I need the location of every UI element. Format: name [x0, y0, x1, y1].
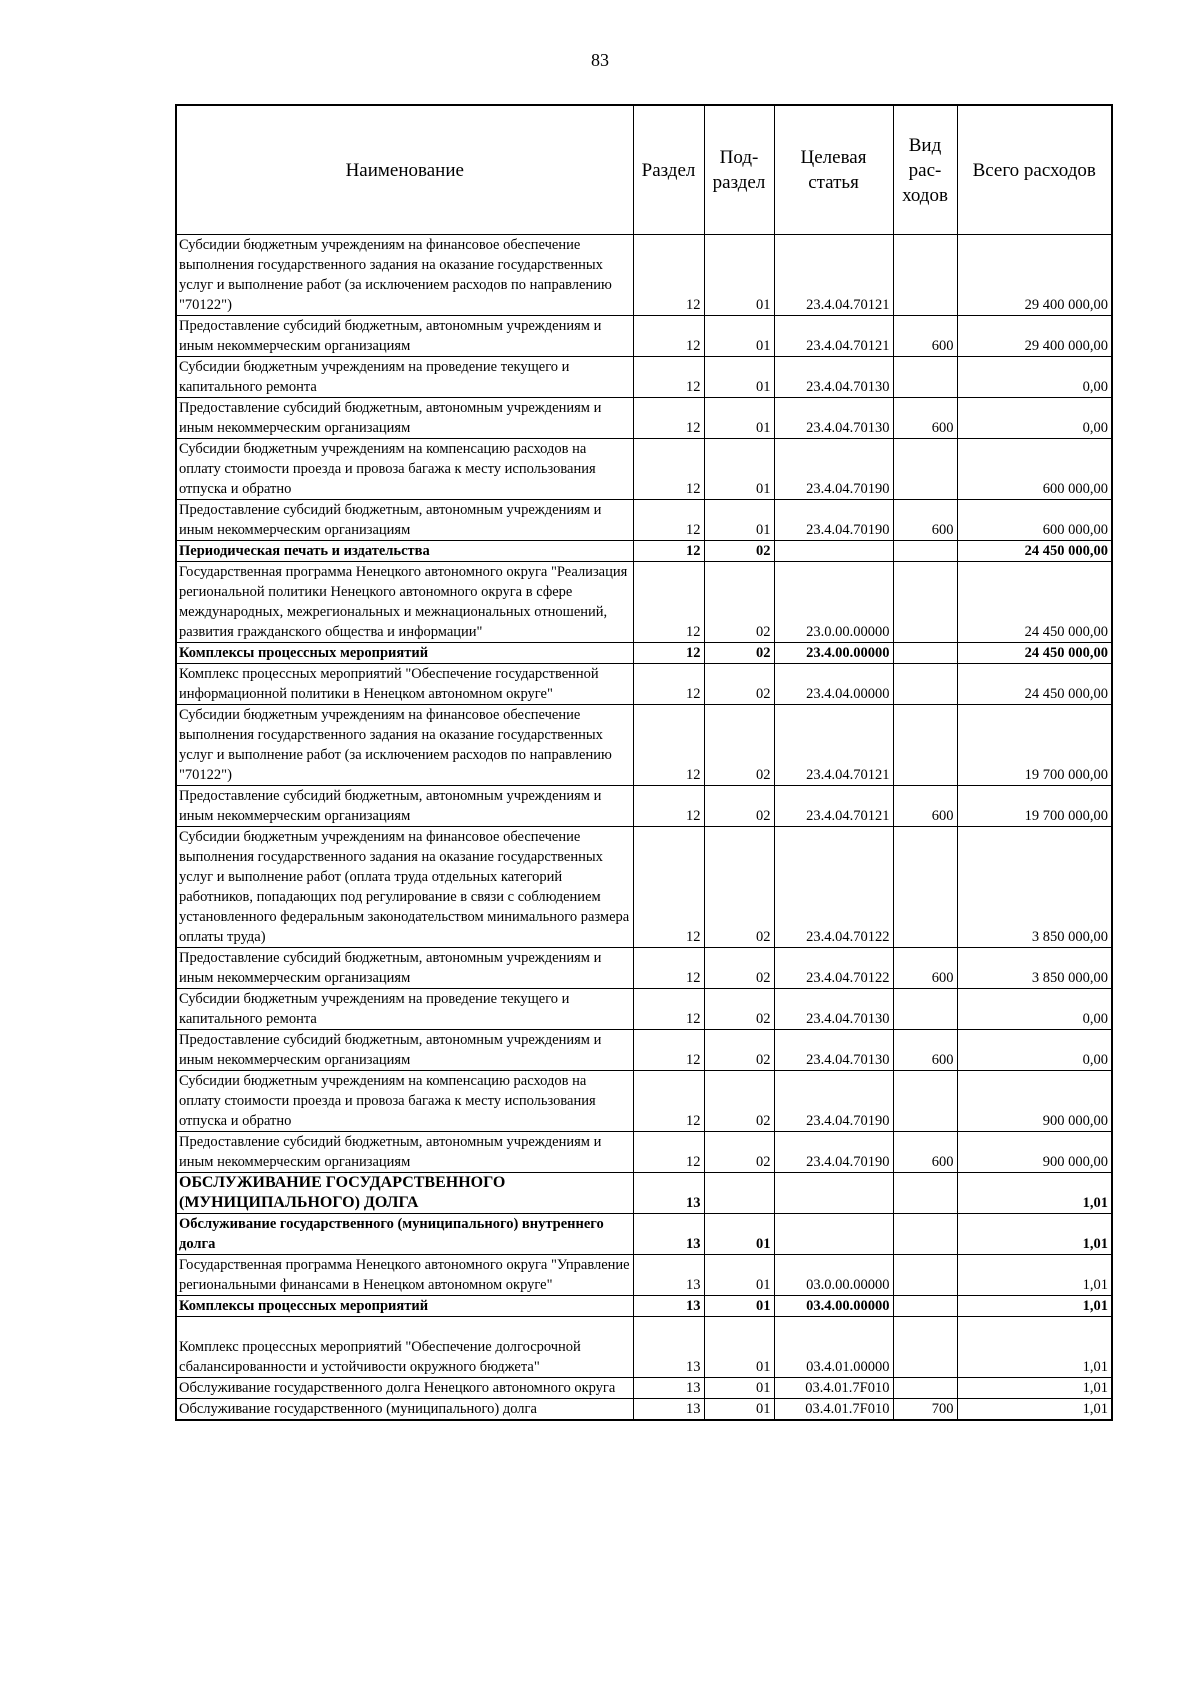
table-row	[176, 1214, 1112, 1255]
table-row	[176, 664, 1112, 705]
row-razdel-cell: 13	[633, 1296, 704, 1317]
row-total-cell: 1,01	[957, 1317, 1112, 1378]
row-target-cell: 23.4.04.70122	[774, 827, 893, 948]
row-razdel-cell: 12	[633, 643, 704, 664]
row-expense-type-cell	[893, 1378, 957, 1399]
row-target-cell	[774, 1173, 893, 1214]
row-podrazdel-cell: 02	[704, 1132, 774, 1173]
row-podrazdel-cell: 02	[704, 562, 774, 643]
row-total-cell: 600 000,00	[957, 500, 1112, 541]
row-razdel-cell: 12	[633, 786, 704, 827]
table-row	[176, 1399, 1112, 1421]
row-podrazdel-cell: 01	[704, 316, 774, 357]
row-name-cell: Предоставление субсидий бюджетным, автономным учреждениям и иным некоммерческим организациям	[176, 316, 633, 357]
row-podrazdel-cell: 02	[704, 664, 774, 705]
row-expense-type-cell	[893, 827, 957, 948]
row-podrazdel-cell: 02	[704, 786, 774, 827]
row-name-cell: Обслуживание государственного долга Ненецкого автономного округа	[176, 1378, 633, 1399]
row-total-cell: 24 450 000,00	[957, 541, 1112, 562]
row-expense-type-cell: 700	[893, 1399, 957, 1421]
row-podrazdel-cell: 01	[704, 1296, 774, 1317]
row-razdel-cell: 12	[633, 357, 704, 398]
page-number: 83	[591, 50, 609, 70]
row-razdel-cell: 13	[633, 1378, 704, 1399]
row-name-cell: Государственная программа Ненецкого автономного округа "Управление региональными финансами в Ненецком автономном округе"	[176, 1255, 633, 1296]
row-expense-type-cell: 600	[893, 398, 957, 439]
row-podrazdel-cell: 01	[704, 398, 774, 439]
row-target-cell: 03.4.01.7F010	[774, 1378, 893, 1399]
row-podrazdel-cell: 02	[704, 1071, 774, 1132]
row-expense-type-cell	[893, 1214, 957, 1255]
row-target-cell: 03.4.01.7F010	[774, 1399, 893, 1421]
row-total-cell: 1,01	[957, 1399, 1112, 1421]
row-name-cell: Субсидии бюджетным учреждениям на проведение текущего и капитального ремонта	[176, 989, 633, 1030]
header-expense-type: Вид рас- ходов	[893, 105, 957, 235]
row-target-cell: 23.0.00.00000	[774, 562, 893, 643]
row-expense-type-cell: 600	[893, 500, 957, 541]
row-target-cell: 23.4.04.70130	[774, 989, 893, 1030]
row-podrazdel-cell: 01	[704, 235, 774, 316]
row-name-cell: Предоставление субсидий бюджетным, автономным учреждениям и иным некоммерческим организациям	[176, 1132, 633, 1173]
row-name-cell: Субсидии бюджетным учреждениям на финансовое обеспечение выполнения государственного задания на оказание государственных услуг и выполнение работ (за исключением расходов по направлению "70122")	[176, 705, 633, 786]
table-row	[176, 1071, 1112, 1132]
header-target-article: Целевая статья	[774, 105, 893, 235]
row-expense-type-cell	[893, 1317, 957, 1378]
row-name-cell: Обслуживание государственного (муниципального) долга	[176, 1399, 633, 1421]
row-target-cell: 23.4.04.70121	[774, 705, 893, 786]
table-row	[176, 1030, 1112, 1071]
row-expense-type-cell: 600	[893, 1030, 957, 1071]
row-razdel-cell: 12	[633, 316, 704, 357]
table-row	[176, 562, 1112, 643]
row-podrazdel-cell: 01	[704, 439, 774, 500]
row-total-cell: 24 450 000,00	[957, 643, 1112, 664]
row-total-cell: 900 000,00	[957, 1071, 1112, 1132]
row-target-cell: 23.4.00.00000	[774, 643, 893, 664]
row-razdel-cell: 12	[633, 948, 704, 989]
row-name-cell: Субсидии бюджетным учреждениям на проведение текущего и капитального ремонта	[176, 357, 633, 398]
row-name-cell: Комплекс процессных мероприятий "Обеспечение государственной информационной политики в Ненецком автономном округе"	[176, 664, 633, 705]
row-expense-type-cell	[893, 664, 957, 705]
row-target-cell: 03.0.00.00000	[774, 1255, 893, 1296]
table-row	[176, 1296, 1112, 1317]
row-name-cell: Предоставление субсидий бюджетным, автономным учреждениям и иным некоммерческим организациям	[176, 786, 633, 827]
table-row	[176, 1173, 1112, 1214]
row-target-cell: 23.4.04.70130	[774, 357, 893, 398]
row-podrazdel-cell: 01	[704, 1317, 774, 1378]
row-target-cell	[774, 1214, 893, 1255]
expenditure-table	[175, 104, 1113, 1421]
row-target-cell: 03.4.00.00000	[774, 1296, 893, 1317]
row-total-cell: 1,01	[957, 1255, 1112, 1296]
row-podrazdel-cell: 02	[704, 948, 774, 989]
table-row	[176, 989, 1112, 1030]
row-expense-type-cell: 600	[893, 1132, 957, 1173]
table-row	[176, 439, 1112, 500]
row-razdel-cell: 12	[633, 1030, 704, 1071]
table-row	[176, 948, 1112, 989]
row-total-cell: 24 450 000,00	[957, 562, 1112, 643]
row-podrazdel-cell: 02	[704, 643, 774, 664]
row-total-cell: 3 850 000,00	[957, 827, 1112, 948]
row-razdel-cell: 12	[633, 989, 704, 1030]
row-total-cell: 24 450 000,00	[957, 664, 1112, 705]
row-target-cell: 23.4.04.00000	[774, 664, 893, 705]
row-total-cell: 0,00	[957, 357, 1112, 398]
row-podrazdel-cell: 02	[704, 989, 774, 1030]
row-razdel-cell: 12	[633, 1132, 704, 1173]
row-podrazdel-cell: 01	[704, 1214, 774, 1255]
row-expense-type-cell	[893, 357, 957, 398]
row-razdel-cell: 13	[633, 1399, 704, 1421]
row-target-cell: 23.4.04.70190	[774, 439, 893, 500]
row-expense-type-cell	[893, 1255, 957, 1296]
row-total-cell: 600 000,00	[957, 439, 1112, 500]
row-razdel-cell: 12	[633, 562, 704, 643]
row-podrazdel-cell: 01	[704, 500, 774, 541]
row-razdel-cell: 12	[633, 541, 704, 562]
row-total-cell: 1,01	[957, 1173, 1112, 1214]
row-total-cell: 0,00	[957, 398, 1112, 439]
header-razdel: Раздел	[633, 105, 704, 235]
row-name-cell: Периодическая печать и издательства	[176, 541, 633, 562]
row-expense-type-cell	[893, 562, 957, 643]
row-razdel-cell: 12	[633, 1071, 704, 1132]
header-name: Наименование	[176, 105, 633, 235]
row-target-cell: 23.4.04.70130	[774, 398, 893, 439]
table-row	[176, 541, 1112, 562]
row-expense-type-cell	[893, 1296, 957, 1317]
row-razdel-cell: 12	[633, 398, 704, 439]
row-target-cell: 23.4.04.70190	[774, 500, 893, 541]
row-name-cell: Комплексы процессных мероприятий	[176, 643, 633, 664]
row-total-cell: 0,00	[957, 1030, 1112, 1071]
row-total-cell: 3 850 000,00	[957, 948, 1112, 989]
row-podrazdel-cell: 01	[704, 1399, 774, 1421]
row-name-cell: Обслуживание государственного (муниципального) внутреннего долга	[176, 1214, 633, 1255]
table-row	[176, 705, 1112, 786]
row-name-cell: Субсидии бюджетным учреждениям на финансовое обеспечение выполнения государственного задания на оказание государственных услуг и выполнение работ (оплата труда отдельных категорий работников, попадающих под регулирование в связи с соблюдением установленного федеральным законодательством минимального размера оплаты труда)	[176, 827, 633, 948]
row-razdel-cell: 12	[633, 664, 704, 705]
row-target-cell: 23.4.04.70122	[774, 948, 893, 989]
row-podrazdel-cell: 02	[704, 541, 774, 562]
row-total-cell: 19 700 000,00	[957, 786, 1112, 827]
row-target-cell: 03.4.01.00000	[774, 1317, 893, 1378]
row-razdel-cell: 12	[633, 827, 704, 948]
row-expense-type-cell	[893, 705, 957, 786]
row-total-cell: 1,01	[957, 1296, 1112, 1317]
table-row	[176, 1132, 1112, 1173]
row-razdel-cell: 13	[633, 1255, 704, 1296]
row-name-cell: Предоставление субсидий бюджетным, автономным учреждениям и иным некоммерческим организациям	[176, 500, 633, 541]
row-razdel-cell: 12	[633, 235, 704, 316]
row-total-cell: 19 700 000,00	[957, 705, 1112, 786]
row-expense-type-cell	[893, 1071, 957, 1132]
row-total-cell: 1,01	[957, 1378, 1112, 1399]
header-podrazdel: Под- раздел	[704, 105, 774, 235]
table-row	[176, 235, 1112, 316]
row-name-cell: Государственная программа Ненецкого автономного округа "Реализация региональной политики Ненецкого автономного округа в сфере международных, межрегиональных и межнациональных отношений, развития гражданского общества и информации"	[176, 562, 633, 643]
row-total-cell: 29 400 000,00	[957, 235, 1112, 316]
row-name-cell: Комплекс процессных мероприятий "Обеспечение долгосрочной сбалансированности и устойчивости окружного бюджета"	[176, 1317, 633, 1378]
row-razdel-cell: 12	[633, 705, 704, 786]
row-name-cell: Предоставление субсидий бюджетным, автономным учреждениям и иным некоммерческим организациям	[176, 948, 633, 989]
row-expense-type-cell	[893, 235, 957, 316]
row-razdel-cell: 13	[633, 1317, 704, 1378]
row-total-cell: 900 000,00	[957, 1132, 1112, 1173]
table-row	[176, 398, 1112, 439]
table-row	[176, 827, 1112, 948]
row-expense-type-cell: 600	[893, 948, 957, 989]
table-row	[176, 1317, 1112, 1378]
row-razdel-cell: 13	[633, 1173, 704, 1214]
row-total-cell: 29 400 000,00	[957, 316, 1112, 357]
row-podrazdel-cell: 02	[704, 705, 774, 786]
row-target-cell: 23.4.04.70121	[774, 316, 893, 357]
row-name-cell: Комплексы процессных мероприятий	[176, 1296, 633, 1317]
row-podrazdel-cell: 01	[704, 1255, 774, 1296]
row-expense-type-cell	[893, 541, 957, 562]
row-target-cell	[774, 541, 893, 562]
header-total: Всего расходов	[957, 105, 1112, 235]
row-target-cell: 23.4.04.70190	[774, 1132, 893, 1173]
row-name-cell: Предоставление субсидий бюджетным, автономным учреждениям и иным некоммерческим организациям	[176, 1030, 633, 1071]
row-target-cell: 23.4.04.70121	[774, 235, 893, 316]
row-target-cell: 23.4.04.70130	[774, 1030, 893, 1071]
row-expense-type-cell	[893, 1173, 957, 1214]
row-name-cell: Субсидии бюджетным учреждениям на компенсацию расходов на оплату стоимости проезда и провоза багажа к месту использования отпуска и обратно	[176, 1071, 633, 1132]
row-expense-type-cell	[893, 989, 957, 1030]
row-podrazdel-cell: 02	[704, 1030, 774, 1071]
row-podrazdel-cell: 01	[704, 357, 774, 398]
row-razdel-cell: 12	[633, 439, 704, 500]
row-name-cell: Субсидии бюджетным учреждениям на компенсацию расходов на оплату стоимости проезда и провоза багажа к месту использования отпуска и обратно	[176, 439, 633, 500]
row-name-cell: Субсидии бюджетным учреждениям на финансовое обеспечение выполнения государственного задания на оказание государственных услуг и выполнение работ (за исключением расходов по направлению "70122")	[176, 235, 633, 316]
row-total-cell: 1,01	[957, 1214, 1112, 1255]
row-expense-type-cell: 600	[893, 316, 957, 357]
row-expense-type-cell	[893, 643, 957, 664]
row-name-cell: Предоставление субсидий бюджетным, автономным учреждениям и иным некоммерческим организациям	[176, 398, 633, 439]
row-podrazdel-cell: 02	[704, 827, 774, 948]
table-row	[176, 786, 1112, 827]
row-target-cell: 23.4.04.70190	[774, 1071, 893, 1132]
table-row	[176, 1378, 1112, 1399]
row-razdel-cell: 12	[633, 500, 704, 541]
row-expense-type-cell	[893, 439, 957, 500]
row-razdel-cell: 13	[633, 1214, 704, 1255]
table-header-row	[176, 105, 1112, 235]
row-total-cell: 0,00	[957, 989, 1112, 1030]
table-body	[176, 235, 1112, 1421]
row-name-cell: ОБСЛУЖИВАНИЕ ГОСУДАРСТВЕННОГО (МУНИЦИПАЛЬНОГО) ДОЛГА	[176, 1173, 633, 1214]
row-target-cell: 23.4.04.70121	[774, 786, 893, 827]
row-expense-type-cell: 600	[893, 786, 957, 827]
row-podrazdel-cell	[704, 1173, 774, 1214]
table-row	[176, 357, 1112, 398]
table-row	[176, 500, 1112, 541]
table-row	[176, 316, 1112, 357]
row-podrazdel-cell: 01	[704, 1378, 774, 1399]
table-row	[176, 1255, 1112, 1296]
table-row	[176, 643, 1112, 664]
